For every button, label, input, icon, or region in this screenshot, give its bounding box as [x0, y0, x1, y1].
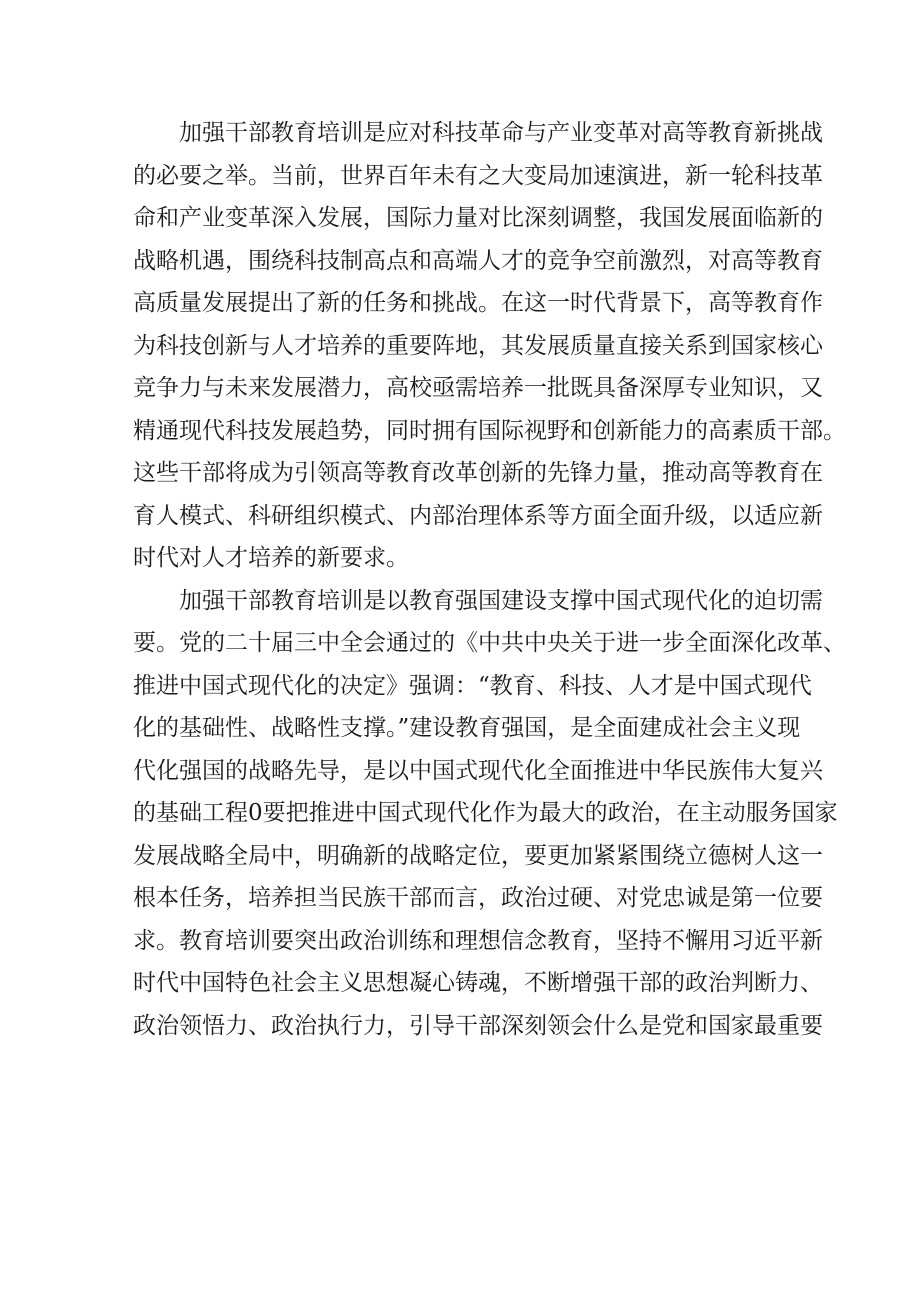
paragraph-line: 要。党的二十届三中全会通过的《中共中央关于进一步全面深化改革、: [133, 630, 846, 656]
paragraph-line: 竞争力与未来发展潜力，高校亟需培养一批既具备深厚专业知识，又: [133, 375, 823, 401]
paragraph-line: 时代中国特色社会主义思想凝心铸魂，不断增强干部的政治判断力、: [133, 970, 823, 996]
paragraph-line: 高质量发展提出了新的任务和挑战。在这一时代背景下，高等教育作: [133, 290, 823, 316]
paragraph-line: 求。教育培训要突出政治训练和理想信念教育，坚持不懈用习近平新: [133, 927, 823, 954]
body-text: [133, 112, 846, 1047]
paragraph-line: 为科技创新与人才培养的重要阵地，其发展质量直接关系到国家核心: [133, 332, 823, 359]
paragraph-1: [133, 112, 846, 580]
paragraph-line: 这些干部将成为引领高等教育改革创新的先锋力量，推动高等教育在: [133, 460, 823, 486]
paragraph-line: 加强干部教育培训是以教育强国建设支撑中国式现代化的迫切需: [179, 587, 823, 614]
paragraph-2: [133, 580, 846, 1048]
paragraph-line: 战略机遇，围绕科技制高点和高端人才的竞争空前激烈，对高等教育: [133, 247, 823, 274]
paragraph-line: 时代对人才培养的新要求。: [133, 545, 409, 571]
paragraph-line: 根本任务，培养担当民族干部而言，政治过硬、对党忠诚是第一位要: [133, 885, 823, 911]
paragraph-line: 发展战略全局中，明确新的战略定位，要更加紧紧围绕立德树人这一: [133, 842, 823, 869]
paragraph-line: 推进中国式现代化的决定》强调：“教育、科技、人才是中国式现代: [133, 672, 812, 699]
paragraph-line: 政治领悟力、政治执行力，引导干部深刻领会什么是党和国家最重要: [133, 1012, 823, 1039]
paragraph-line: 精通现代科技发展趋势，同时拥有国际视野和创新能力的高素质干部。: [133, 417, 846, 444]
paragraph-line: 代化强国的战略先导，是以中国式现代化全面推进中华民族伟大复兴: [133, 757, 823, 784]
paragraph-line: 育人模式、科研组织模式、内部治理体系等方面全面升级，以适应新: [133, 502, 823, 529]
paragraph-line: 命和产业变革深入发展，国际力量对比深刻调整，我国发展面临新的: [133, 205, 823, 231]
paragraph-line: 加强干部教育培训是应对科技革命与产业变革对高等教育新挑战: [179, 120, 823, 146]
paragraph-line: 的基础工程0要把推进中国式现代化作为最大的政治，在主动服务国家: [133, 800, 838, 826]
paragraph-line: 化的基础性、战略性支撑。”建设教育强国，是全面建成社会主义现: [133, 715, 801, 741]
paragraph-line: 的必要之举。当前，世界百年未有之大变局加速演进，新一轮科技革: [133, 162, 823, 189]
